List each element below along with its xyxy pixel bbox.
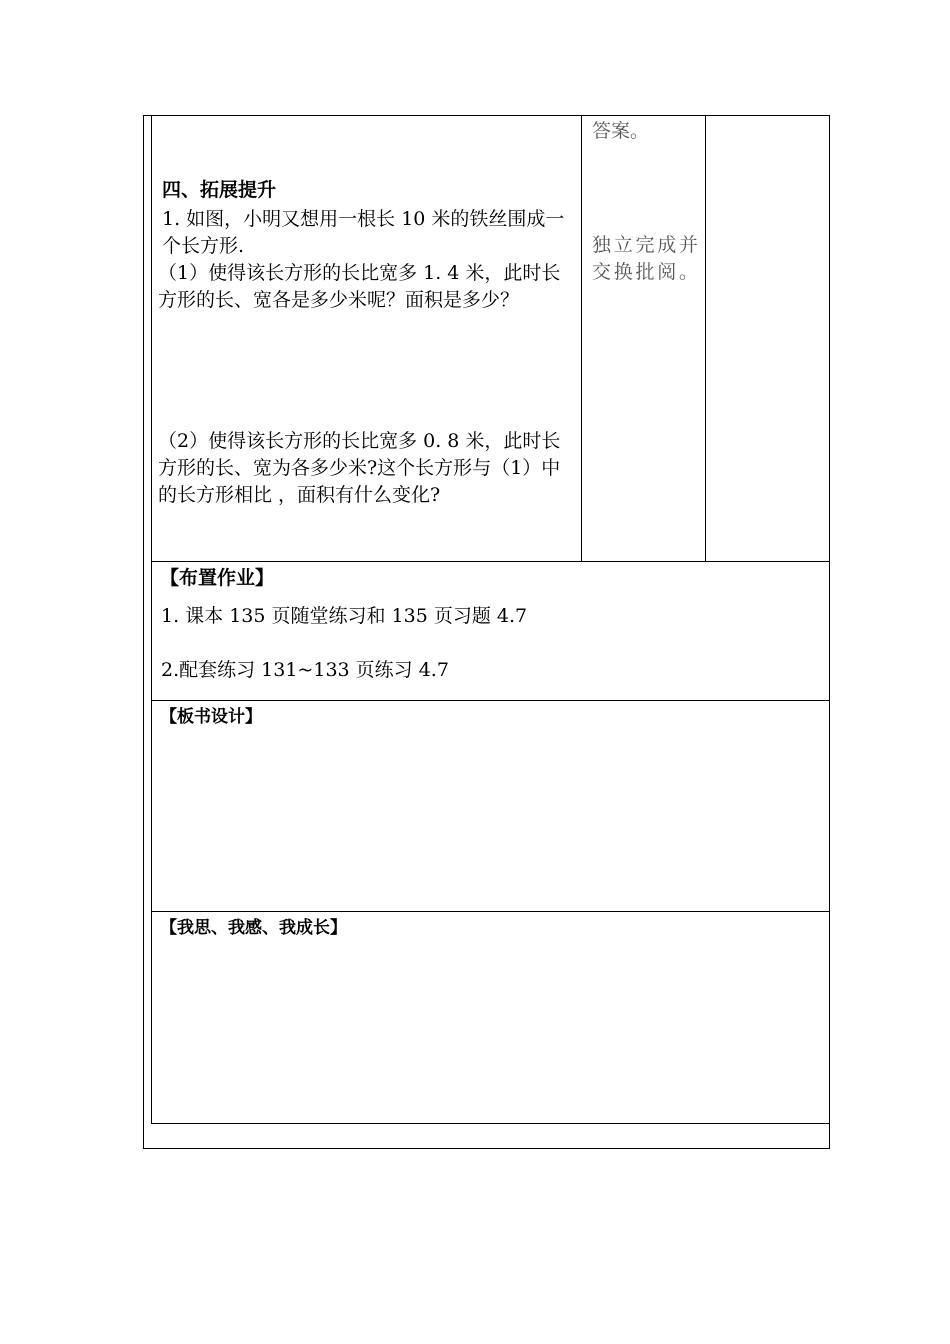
reflection-title: 【我思、我感、我成长】 [160, 918, 347, 938]
question-1-part-1: （1）使得该长方形的长比宽多 1. 4 米，此时长方形的长、宽各是多少米呢？面积是多少？ [158, 262, 561, 311]
row-divider-reflection [151, 911, 830, 912]
answer-tail-text: 答案。 [592, 120, 650, 142]
column-divider-2 [705, 115, 706, 561]
row-divider-board [151, 700, 830, 701]
board-design-title: 【板书设计】 [160, 707, 262, 727]
column-divider-1 [581, 115, 582, 561]
section-heading: 四、拓展提升 [162, 179, 277, 201]
homework-title: 【布置作业】 [160, 567, 275, 589]
activity-text: 独立完成并交换批阅。 [592, 234, 698, 283]
question-1-intro: 1. 如图，小明又想用一根长 10 米的铁丝围成一个长方形. [162, 208, 565, 257]
homework-item: 2.配套练习 131~133 页练习 4.7 [161, 659, 449, 681]
row-divider-bottom [151, 1123, 830, 1124]
row-divider-homework [151, 561, 830, 562]
question-1-part-2: （2）使得该长方形的长比宽多 0. 8 米，此时长方形的长、宽为各多少米?这个长方形与（1）中的长方形相比 ，面积有什么变化? [158, 430, 561, 506]
inner-left-border [151, 115, 152, 1124]
homework-item: 1. 课本 135 页随堂练习和 135 页习题 4.7 [161, 605, 528, 627]
